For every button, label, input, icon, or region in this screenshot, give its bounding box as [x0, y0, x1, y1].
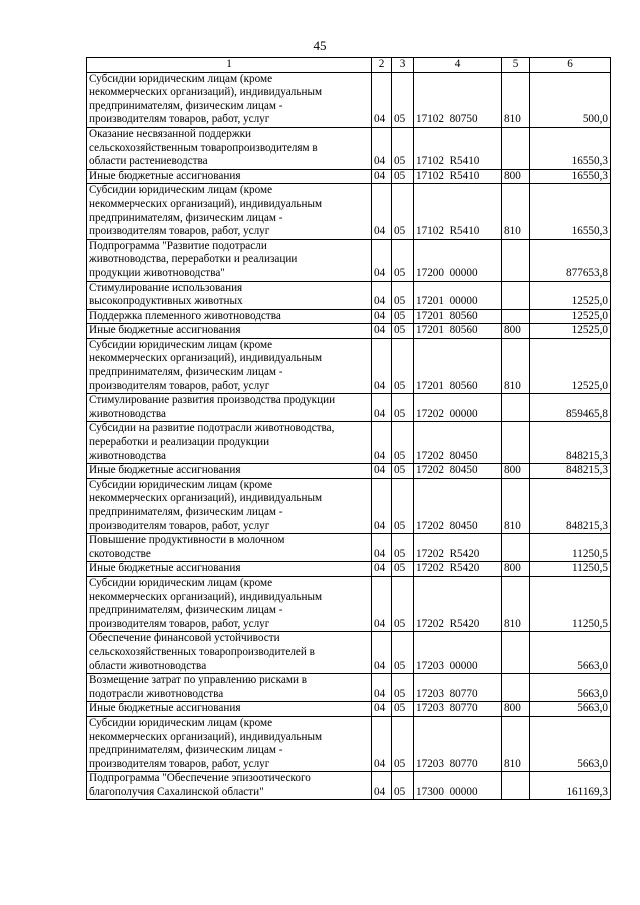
subsection-code: 05 — [392, 478, 414, 533]
table-row — [87, 632, 611, 674]
target-article-code: 17202 R5420 — [414, 576, 502, 631]
table-row — [87, 309, 611, 324]
expense-type-code — [502, 772, 530, 800]
table-row — [87, 674, 611, 702]
table-row — [87, 562, 611, 577]
expense-type-code — [502, 422, 530, 464]
subsection-code: 05 — [392, 127, 414, 169]
table-row — [87, 702, 611, 717]
section-code: 04 — [372, 169, 392, 184]
header-col-4: 4 — [414, 58, 502, 73]
expense-type-code — [502, 632, 530, 674]
amount: 12525,0 — [530, 281, 611, 309]
section-code: 04 — [372, 534, 392, 562]
row-name: Иные бюджетные ассигнования — [87, 464, 372, 479]
table-row — [87, 281, 611, 309]
section-code: 04 — [372, 127, 392, 169]
row-name: Повышение продуктивности в молочном скотоводстве — [87, 534, 372, 562]
subsection-code: 05 — [392, 72, 414, 127]
section-code: 04 — [372, 562, 392, 577]
amount: 859465,8 — [530, 394, 611, 422]
target-article-code: 17202 80450 — [414, 464, 502, 479]
row-name: Возмещение затрат по управлению рисками в подотрасли животноводства — [87, 674, 372, 702]
target-article-code: 17203 80770 — [414, 716, 502, 771]
page-number: 45 — [313, 38, 327, 53]
section-code: 04 — [372, 716, 392, 771]
target-article-code: 17102 R5410 — [414, 127, 502, 169]
expense-type-code: 800 — [502, 324, 530, 339]
table-row — [87, 422, 611, 464]
target-article-code: 17201 80560 — [414, 324, 502, 339]
expense-type-code: 810 — [502, 72, 530, 127]
amount: 5663,0 — [530, 632, 611, 674]
amount: 848215,3 — [530, 422, 611, 464]
table-row — [87, 169, 611, 184]
section-code: 04 — [372, 72, 392, 127]
subsection-code: 05 — [392, 324, 414, 339]
row-name: Субсидии юридическим лицам (кроме некоммерческих организаций), индивидуальным предпринимателям, физическим лицам - производителям товаров, работ, услуг — [87, 72, 372, 127]
row-name: Иные бюджетные ассигнования — [87, 324, 372, 339]
amount: 16550,3 — [530, 127, 611, 169]
row-name: Иные бюджетные ассигнования — [87, 702, 372, 717]
section-code: 04 — [372, 632, 392, 674]
section-code: 04 — [372, 338, 392, 393]
subsection-code: 05 — [392, 772, 414, 800]
table-row — [87, 394, 611, 422]
expense-type-code: 810 — [502, 338, 530, 393]
subsection-code: 05 — [392, 239, 414, 281]
target-article-code: 17102 R5410 — [414, 169, 502, 184]
subsection-code: 05 — [392, 422, 414, 464]
expense-type-code: 810 — [502, 184, 530, 239]
target-article-code: 17201 80560 — [414, 309, 502, 324]
table-row — [87, 464, 611, 479]
expense-type-code: 810 — [502, 478, 530, 533]
table-row — [87, 338, 611, 393]
section-code: 04 — [372, 674, 392, 702]
subsection-code: 05 — [392, 562, 414, 577]
target-article-code: 17102 R5410 — [414, 184, 502, 239]
row-name: Субсидии юридическим лицам (кроме некоммерческих организаций), индивидуальным предпринимателям, физическим лицам - производителям товаров, работ, услуг — [87, 338, 372, 393]
header-col-2: 2 — [372, 58, 392, 73]
row-name: Иные бюджетные ассигнования — [87, 169, 372, 184]
expense-type-code: 800 — [502, 562, 530, 577]
row-name: Поддержка племенного животноводства — [87, 309, 372, 324]
row-name: Субсидии юридическим лицам (кроме некоммерческих организаций), индивидуальным предпринимателям, физическим лицам - производителям товаров, работ, услуг — [87, 184, 372, 239]
section-code: 04 — [372, 309, 392, 324]
table-row — [87, 576, 611, 631]
subsection-code: 05 — [392, 702, 414, 717]
section-code: 04 — [372, 576, 392, 631]
target-article-code: 17102 80750 — [414, 72, 502, 127]
subsection-code: 05 — [392, 632, 414, 674]
amount: 5663,0 — [530, 702, 611, 717]
subsection-code: 05 — [392, 534, 414, 562]
amount: 161169,3 — [530, 772, 611, 800]
expense-type-code — [502, 394, 530, 422]
table-row — [87, 184, 611, 239]
amount: 848215,3 — [530, 464, 611, 479]
target-article-code: 17203 00000 — [414, 632, 502, 674]
row-name: Субсидии на развитие подотрасли животноводства, переработки и реализации продукции животноводства — [87, 422, 372, 464]
expense-type-code — [502, 534, 530, 562]
table-row — [87, 534, 611, 562]
header-col-3: 3 — [392, 58, 414, 73]
table-row — [87, 324, 611, 339]
amount: 848215,3 — [530, 478, 611, 533]
target-article-code: 17203 80770 — [414, 674, 502, 702]
subsection-code: 05 — [392, 394, 414, 422]
section-code: 04 — [372, 478, 392, 533]
target-article-code: 17200 00000 — [414, 239, 502, 281]
section-code: 04 — [372, 239, 392, 281]
amount: 500,0 — [530, 72, 611, 127]
amount: 11250,5 — [530, 562, 611, 577]
table-row — [87, 72, 611, 127]
section-code: 04 — [372, 324, 392, 339]
expense-type-code — [502, 674, 530, 702]
amount: 5663,0 — [530, 716, 611, 771]
amount: 12525,0 — [530, 324, 611, 339]
header-col-5: 5 — [502, 58, 530, 73]
table-row — [87, 716, 611, 771]
expense-type-code: 800 — [502, 169, 530, 184]
amount: 11250,5 — [530, 534, 611, 562]
row-name: Подпрограмма "Обеспечение эпизоотического благополучия Сахалинской области" — [87, 772, 372, 800]
expense-type-code: 810 — [502, 716, 530, 771]
target-article-code: 17201 80560 — [414, 338, 502, 393]
row-name: Обеспечение финансовой устойчивости сельскохозяйственных товаропроизводителей в области животноводства — [87, 632, 372, 674]
subsection-code: 05 — [392, 169, 414, 184]
amount: 877653,8 — [530, 239, 611, 281]
target-article-code: 17202 80450 — [414, 422, 502, 464]
amount: 5663,0 — [530, 674, 611, 702]
subsection-code: 05 — [392, 576, 414, 631]
row-name: Субсидии юридическим лицам (кроме некоммерческих организаций), индивидуальным предпринимателям, физическим лицам - производителям товаров, работ, услуг — [87, 716, 372, 771]
target-article-code: 17202 R5420 — [414, 562, 502, 577]
amount: 11250,5 — [530, 576, 611, 631]
subsection-code: 05 — [392, 716, 414, 771]
target-article-code: 17202 R5420 — [414, 534, 502, 562]
table-row — [87, 127, 611, 169]
expense-type-code: 800 — [502, 464, 530, 479]
section-code: 04 — [372, 772, 392, 800]
row-name: Стимулирование использования высокопродуктивных животных — [87, 281, 372, 309]
expense-type-code — [502, 239, 530, 281]
section-code: 04 — [372, 394, 392, 422]
subsection-code: 05 — [392, 281, 414, 309]
subsection-code: 05 — [392, 464, 414, 479]
table-row — [87, 239, 611, 281]
header-row — [87, 58, 611, 73]
row-name: Иные бюджетные ассигнования — [87, 562, 372, 577]
row-name: Субсидии юридическим лицам (кроме некоммерческих организаций), индивидуальным предпринимателям, физическим лицам - производителям товаров, работ, услуг — [87, 478, 372, 533]
expense-type-code: 810 — [502, 576, 530, 631]
target-article-code: 17300 00000 — [414, 772, 502, 800]
expense-type-code — [502, 281, 530, 309]
section-code: 04 — [372, 464, 392, 479]
subsection-code: 05 — [392, 184, 414, 239]
row-name: Подпрограмма "Развитие подотрасли животноводства, переработки и реализации продукции животноводства" — [87, 239, 372, 281]
subsection-code: 05 — [392, 674, 414, 702]
table-body — [87, 72, 611, 800]
amount: 12525,0 — [530, 338, 611, 393]
table-row — [87, 772, 611, 800]
amount: 16550,3 — [530, 169, 611, 184]
section-code: 04 — [372, 184, 392, 239]
header-col-1: 1 — [87, 58, 372, 73]
expense-type-code: 800 — [502, 702, 530, 717]
amount: 16550,3 — [530, 184, 611, 239]
subsection-code: 05 — [392, 338, 414, 393]
header-col-6: 6 — [530, 58, 611, 73]
budget-table — [86, 57, 611, 800]
target-article-code: 17202 80450 — [414, 478, 502, 533]
row-name: Оказание несвязанной поддержки сельскохозяйственным товаропроизводителям в области растениеводства — [87, 127, 372, 169]
target-article-code: 17203 80770 — [414, 702, 502, 717]
target-article-code: 17202 00000 — [414, 394, 502, 422]
row-name: Стимулирование развития производства продукции животноводства — [87, 394, 372, 422]
table-row — [87, 478, 611, 533]
expense-type-code — [502, 127, 530, 169]
row-name: Субсидии юридическим лицам (кроме некоммерческих организаций), индивидуальным предпринимателям, физическим лицам - производителям товаров, работ, услуг — [87, 576, 372, 631]
section-code: 04 — [372, 422, 392, 464]
subsection-code: 05 — [392, 309, 414, 324]
section-code: 04 — [372, 281, 392, 309]
target-article-code: 17201 00000 — [414, 281, 502, 309]
section-code: 04 — [372, 702, 392, 717]
expense-type-code — [502, 309, 530, 324]
amount: 12525,0 — [530, 309, 611, 324]
